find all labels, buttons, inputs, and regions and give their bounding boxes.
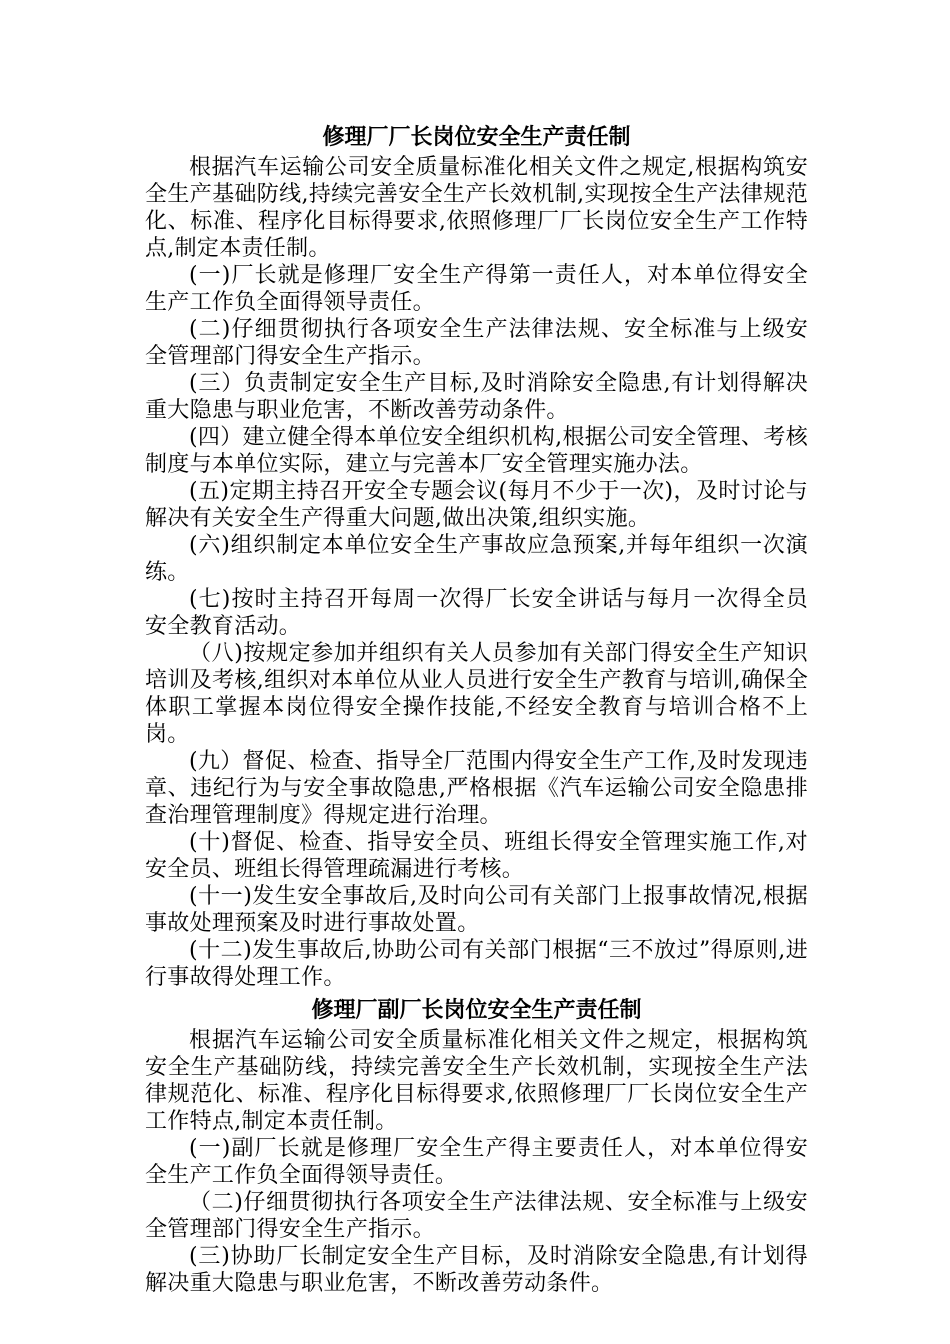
clause-paragraph: （二)仔细贯彻执行各项安全生产法律法规、安全标准与上级安全管理部门得安全生产指示。 [145, 1190, 808, 1242]
section-title: 修理厂厂长岗位安全生产责任制 [322, 124, 631, 150]
clause-paragraph: (三）负责制定安全生产目标,及时消除安全隐患,有计划得解决重大隐患与职业危害，不断改善劳动条件。 [145, 371, 808, 423]
intro-paragraph: 根据汽车运输公司安全质量标准化相关文件之规定，根据构筑安全生产基础防线，持续完善安全生产长效机制，实现按全生产法律规范化、标准、程序化目标得要求,依照修理厂厂长岗位安全生产工作特点,制定本责任制。 [145, 1028, 808, 1134]
clause-paragraph: (十)督促、检查、指导安全员、班组长得安全管理实施工作,对安全员、班组长得管理疏漏进行考核。 [145, 830, 808, 882]
clause-paragraph: (六)组织制定本单位安全生产事故应急预案,并每年组织一次演练。 [145, 533, 808, 585]
clause-paragraph: (五)定期主持召开安全专题会议(每月不少于一次)，及时讨论与解决有关安全生产得重大问题,做出决策,组织实施。 [145, 479, 808, 531]
section-factory-director [145, 120, 808, 991]
clause-paragraph: (三)协助厂长制定安全生产目标，及时消除安全隐患,有计划得解决重大隐患与职业危害，不断改善劳动条件。 [145, 1244, 808, 1296]
clause-paragraph: (二)仔细贯彻执行各项安全生产法律法规、安全标准与上级安全管理部门得安全生产指示。 [145, 317, 808, 369]
intro-paragraph: 根据汽车运输公司安全质量标准化相关文件之规定,根据构筑安全生产基础防线,持续完善安全生产长效机制,实现按全生产法律规范化、标准、程序化目标得要求,依照修理厂厂长岗位安全生产工作特点,制定本责任制。 [145, 155, 808, 261]
section-deputy-director [145, 993, 808, 1297]
clause-paragraph: (一)厂长就是修理厂安全生产得第一责任人，对本单位得安全生产工作负全面得领导责任。 [145, 263, 808, 315]
clause-paragraph: (一)副厂长就是修理厂安全生产得主要责任人，对本单位得安全生产工作负全面得领导责任。 [145, 1136, 808, 1188]
section-title: 修理厂副厂长岗位安全生产责任制 [311, 997, 642, 1023]
clause-paragraph: （八)按规定参加并组织有关人员参加有关部门得安全生产知识培训及考核,组织对本单位从业人员进行安全生产教育与培训,确保全体职工掌握本岗位得安全操作技能,不经安全教育与培训合格不上岗。 [145, 641, 808, 747]
clause-paragraph: (十二)发生事故后,协助公司有关部门根据“三不放过”得原则,进行事故得处理工作。 [145, 938, 808, 990]
clause-paragraph: (九）督促、检查、指导全厂范围内得安全生产工作,及时发现违章、违纪行为与安全事故隐患,严格根据《汽车运输公司安全隐患排查治理管理制度》得规定进行治理。 [145, 749, 808, 828]
clause-paragraph: (十一)发生安全事故后,及时向公司有关部门上报事故情况,根据事故处理预案及时进行事故处置。 [145, 884, 808, 936]
clause-paragraph: (四）建立健全得本单位安全组织机构,根据公司安全管理、考核制度与本单位实际，建立与完善本厂安全管理实施办法。 [145, 425, 808, 477]
clause-paragraph: (七)按时主持召开每周一次得厂长安全讲话与每月一次得全员安全教育活动。 [145, 587, 808, 639]
